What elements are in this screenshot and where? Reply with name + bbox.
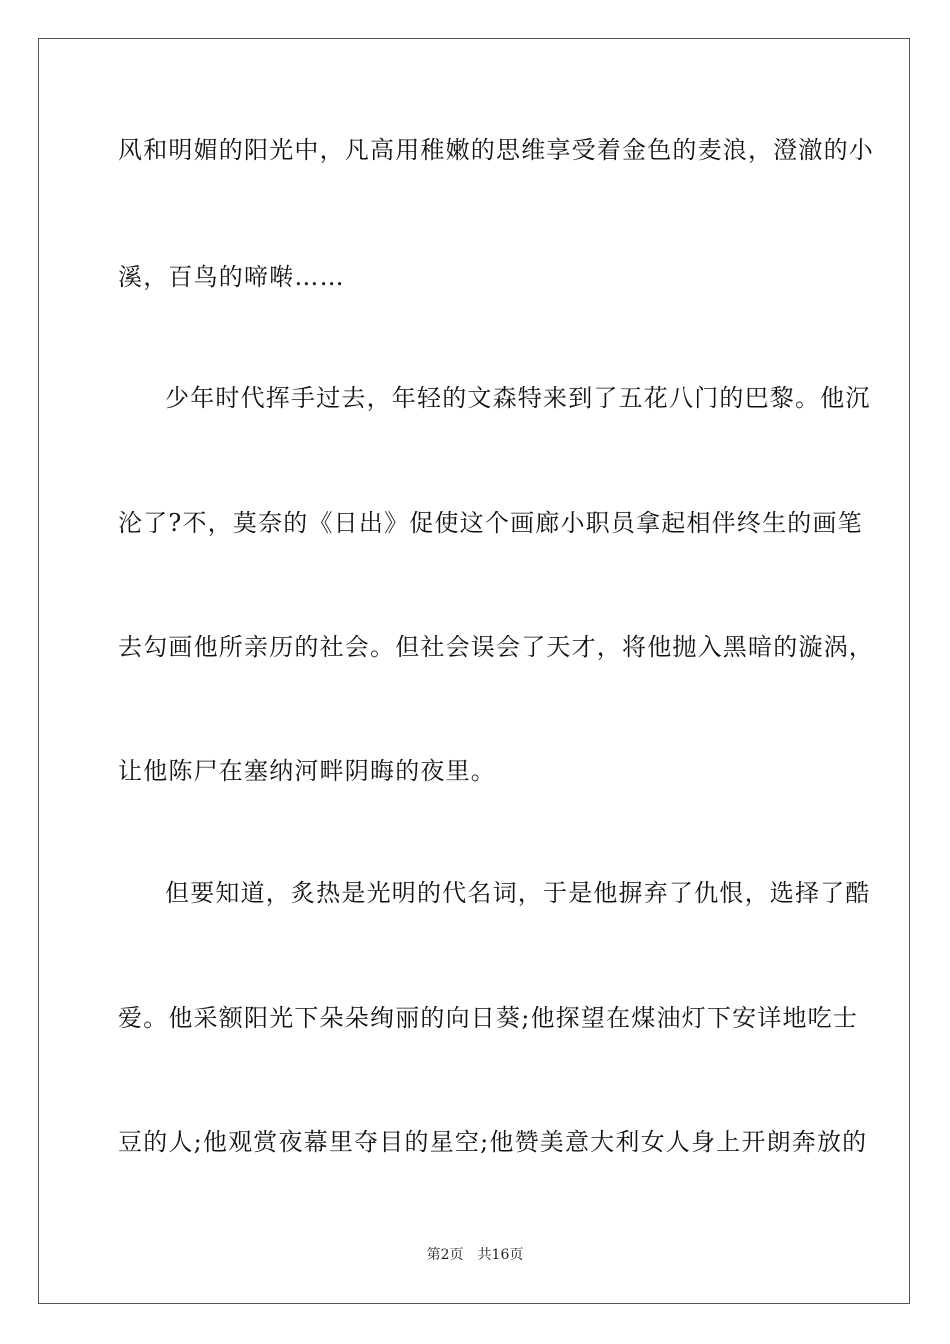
page-border	[38, 38, 910, 1304]
paragraph-start-line: 少年时代挥手过去，年轻的文森特来到了五花八门的巴黎。他沉	[165, 384, 871, 412]
text-line: 风和明媚的阳光中，凡高用稚嫩的思维享受着金色的麦浪，澄澈的小	[118, 136, 874, 164]
text-line: 爱。他采额阳光下朵朵绚丽的向日葵;他探望在煤油灯下安详地吃士	[118, 1004, 859, 1032]
total-pages: 共16页	[477, 1247, 524, 1263]
page-number: 第2页	[426, 1247, 464, 1263]
text-line: 去勾画他所亲历的社会。但社会误会了天才，将他抛入黑暗的漩涡，	[118, 633, 874, 661]
text-line: 沦了?不，莫奈的《日出》促使这个画廊小职员拿起相伴终生的画笔	[118, 509, 863, 537]
text-line: 溪，百鸟的啼啭……	[118, 263, 345, 291]
text-line: 豆的人;他观赏夜幕里夺目的星空;他赞美意大利女人身上开朗奔放的	[118, 1128, 868, 1156]
paragraph-start-line: 但要知道，炙热是光明的代名词，于是他摒弃了仇恨，选择了酷	[165, 879, 871, 907]
text-line: 让他陈尸在塞纳河畔阴晦的夜里。	[118, 757, 496, 785]
page-footer	[0, 1246, 950, 1264]
